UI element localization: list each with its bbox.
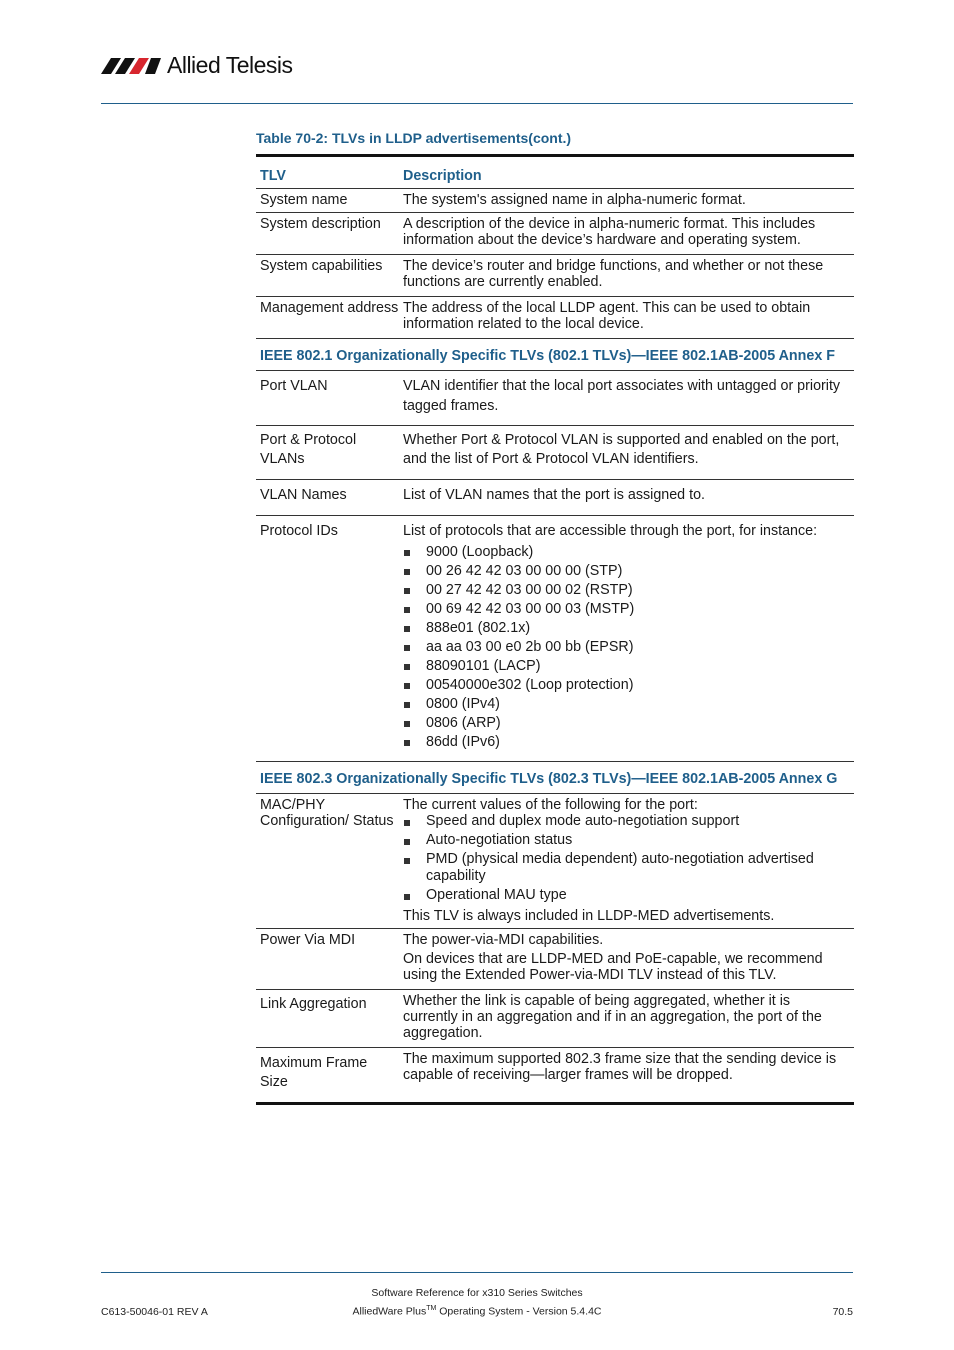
tlv-cell: System capabilities: [260, 258, 383, 274]
table-row: [256, 929, 854, 990]
footer-os-suffix: Operating System - Version 5.4.4C: [436, 1305, 602, 1318]
protocol-ids-intro: List of protocols that are accessible through the port, for instance:: [403, 523, 818, 539]
section-heading-8023: IEEE 802.3 Organizationally Specific TLVs (802.3 TLVs)—IEEE 802.1AB-2005 Annex G: [256, 762, 854, 794]
footer-tm: TM: [426, 1305, 437, 1312]
list-item: Auto-negotiation status: [403, 832, 848, 849]
tlv-cell: Link Aggregation: [260, 996, 367, 1012]
footer-doc-number: C613-50046-01 REV A: [101, 1306, 208, 1318]
macphy-list: [403, 813, 848, 904]
tlv-cell: VLAN Names: [260, 487, 347, 503]
table-row: [256, 990, 854, 1048]
brand-name: Allied Telesis: [167, 51, 293, 78]
column-header-tlv: TLV: [260, 168, 286, 184]
list-item: 9000 (Loopback): [403, 543, 848, 562]
table-row: [256, 516, 854, 762]
macphy-intro: The current values of the following for the port:: [403, 797, 698, 813]
allied-telesis-mark-icon: [101, 54, 161, 76]
list-item: 00 26 42 42 03 00 00 00 (STP): [403, 562, 848, 581]
allied-telesis-logo: [101, 52, 293, 78]
tlv-cell: Port & Protocol VLANs: [260, 432, 357, 467]
footer-page-number: 70.5: [832, 1306, 853, 1318]
table-row: [256, 297, 854, 339]
power-line-1: The power-via-MDI capabilities.: [403, 932, 604, 948]
tlv-cell: Protocol IDs: [260, 523, 338, 539]
list-item: 888e01 (802.1x): [403, 619, 848, 638]
description-cell: The system's assigned name in alpha-numeric format.: [403, 192, 746, 208]
table-row: [256, 213, 854, 255]
tlv-cell: System description: [260, 216, 381, 232]
footer-doc-title: Software Reference for x310 Series Switches: [371, 1287, 583, 1299]
column-header-description: Description: [403, 168, 482, 184]
description-cell: A description of the device in alpha-numeric format. This includes information about the device’s hardware and operating system.: [403, 216, 816, 248]
header-rule: [101, 103, 853, 104]
table-caption: Table 70-2: TLVs in LLDP advertisements(cont.): [256, 130, 572, 146]
tlv-cell: MAC/PHY Configuration/ Status: [260, 797, 394, 829]
list-item: Operational MAU type: [403, 887, 848, 904]
table-row: [256, 1048, 854, 1102]
tlv-cell: Power Via MDI: [260, 932, 356, 948]
table-row: [256, 255, 854, 297]
footer-os-prefix: AlliedWare Plus: [352, 1305, 427, 1318]
description-cell: The maximum supported 802.3 frame size that the sending device is capable of receiving—larger frames will be dropped.: [403, 1051, 837, 1083]
protocol-id-list: [403, 543, 848, 752]
table-row: [256, 426, 854, 480]
description-cell: [403, 932, 854, 983]
description-cell: List of VLAN names that the port is assigned to.: [403, 487, 705, 503]
tlv-cell: System name: [260, 192, 348, 208]
list-item: 00540000e302 (Loop protection): [403, 676, 848, 695]
table-row: [256, 189, 854, 213]
description-cell: [403, 797, 854, 924]
description-cell: The device’s router and bridge functions, and whether or not these functions are currently enabled.: [403, 258, 824, 290]
description-cell: Whether Port & Protocol VLAN is supported and enabled on the port, and the list of Port & Protocol VLAN identifiers.: [403, 432, 840, 467]
description-cell: The address of the local LLDP agent. This can be used to obtain information related to the local device.: [403, 300, 811, 332]
section-heading-8021: IEEE 802.1 Organizationally Specific TLVs (802.1 TLVs)—IEEE 802.1AB-2005 Annex F: [256, 339, 854, 371]
tlv-table: [256, 154, 854, 1105]
list-item: PMD (physical media dependent) auto-negotiation advertised capability: [403, 851, 848, 885]
tlv-cell: Management address: [260, 300, 399, 316]
table-row: [256, 480, 854, 516]
list-item: 00 69 42 42 03 00 00 03 (MSTP): [403, 600, 848, 619]
description-cell: Whether the link is capable of being aggregated, whether it is currently in an aggregation and if in an aggregation, the port of the aggregation.: [403, 993, 822, 1041]
list-item: 0806 (ARP): [403, 714, 848, 733]
tlv-cell: Port VLAN: [260, 378, 328, 394]
list-item: 86dd (IPv6): [403, 733, 848, 752]
list-item: Speed and duplex mode auto-negotiation support: [403, 813, 848, 830]
table-row: [256, 794, 854, 929]
description-cell: [403, 522, 854, 752]
power-line-2: On devices that are LLDP-MED and PoE-capable, we recommend using the Extended Power-via-MDI TLV instead of this TLV.: [403, 951, 823, 983]
list-item: aa aa 03 00 e0 2b 00 bb (EPSR): [403, 638, 848, 657]
table-header-row: [256, 157, 854, 189]
table-row: [256, 371, 854, 426]
footer-rule: [101, 1272, 853, 1273]
macphy-note: This TLV is always included in LLDP-MED advertisements.: [403, 908, 775, 924]
description-cell: VLAN identifier that the local port associates with untagged or priority tagged frames.: [403, 378, 841, 414]
list-item: 88090101 (LACP): [403, 657, 848, 676]
list-item: 0800 (IPv4): [403, 695, 848, 714]
list-item: 00 27 42 42 03 00 00 02 (RSTP): [403, 581, 848, 600]
tlv-cell: Maximum Frame Size: [260, 1055, 368, 1090]
